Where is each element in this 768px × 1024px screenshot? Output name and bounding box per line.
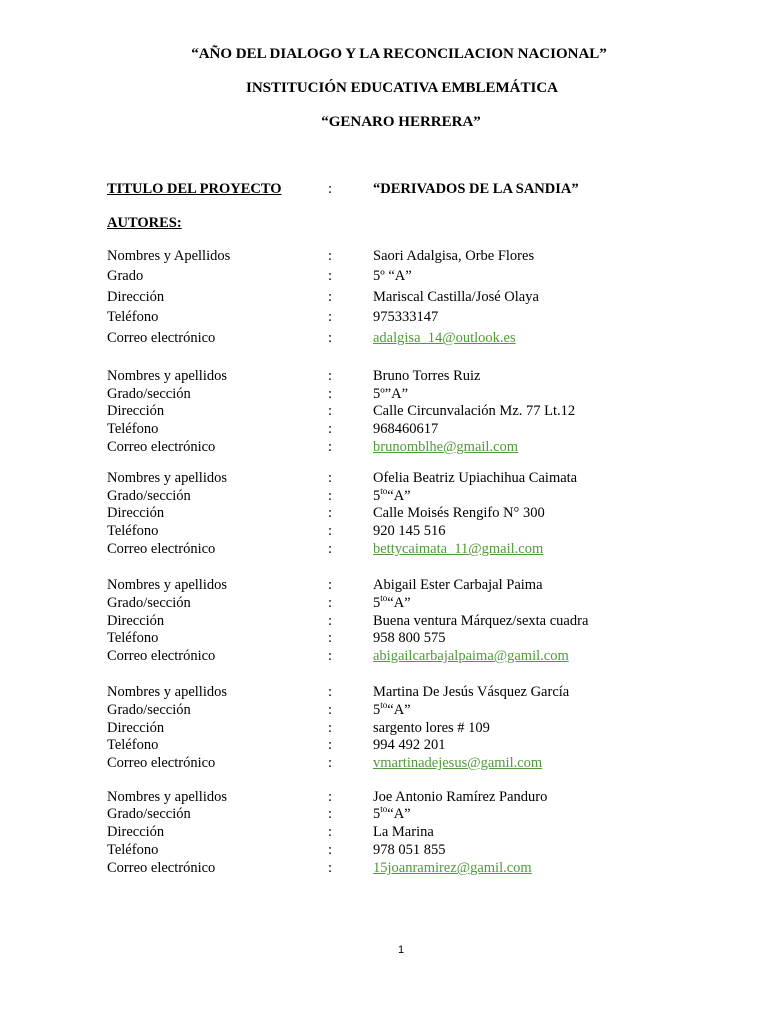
colon: : xyxy=(328,824,333,840)
field-label: Dirección xyxy=(107,720,165,736)
grade-number: 5 xyxy=(373,595,381,611)
field-label: Nombres y apellidos xyxy=(107,577,228,593)
colon: : xyxy=(328,181,333,197)
colon: : xyxy=(328,248,333,264)
field-label: Dirección xyxy=(107,403,165,419)
colon: : xyxy=(328,702,333,718)
header-line-2: INSTITUCIÓN EDUCATIVA EMBLEMÁTICA xyxy=(245,80,558,96)
author-name: Martina De Jesús Vásquez García xyxy=(373,684,570,700)
field-label: Correo electrónico xyxy=(107,755,216,771)
colon: : xyxy=(328,860,333,876)
colon: : xyxy=(328,268,333,284)
colon: : xyxy=(328,505,333,521)
colon: : xyxy=(328,755,333,771)
colon: : xyxy=(328,439,333,455)
colon: : xyxy=(328,737,333,753)
colon: : xyxy=(328,523,333,539)
author-name: Ofelia Beatriz Upiachihua Caimata xyxy=(373,470,578,486)
grade-ordinal: to xyxy=(380,700,388,711)
author-grade: 5º “A” xyxy=(373,268,412,284)
colon: : xyxy=(328,368,333,384)
grade-section: “A” xyxy=(387,806,411,822)
grade-ordinal: to xyxy=(380,486,388,497)
colon: : xyxy=(328,470,333,486)
field-label: Grado xyxy=(107,268,144,284)
colon: : xyxy=(328,842,333,858)
colon: : xyxy=(328,386,333,402)
author-name: Saori Adalgisa, Orbe Flores xyxy=(373,248,535,264)
author-grade xyxy=(373,701,411,719)
author-email-link[interactable]: 15joanramirez@gamil.com xyxy=(373,860,532,876)
project-title-value: “DERIVADOS DE LA SANDIA” xyxy=(373,181,579,197)
field-label: Nombres y Apellidos xyxy=(107,248,231,264)
field-label: Nombres y apellidos xyxy=(107,470,228,486)
authors-heading: AUTORES: xyxy=(107,215,182,231)
colon: : xyxy=(328,309,333,325)
author-address: sargento lores # 109 xyxy=(373,720,490,736)
colon: : xyxy=(328,330,333,346)
field-label: Grado/sección xyxy=(107,595,191,611)
author-address: La Marina xyxy=(373,824,434,840)
grade-ordinal: to xyxy=(380,804,388,815)
grade-section: “A” xyxy=(387,488,411,504)
grade-ordinal: to xyxy=(380,593,388,604)
field-label: Dirección xyxy=(107,289,165,305)
colon: : xyxy=(328,421,333,437)
field-label: Nombres y apellidos xyxy=(107,368,228,384)
colon: : xyxy=(328,595,333,611)
field-label: Teléfono xyxy=(107,523,159,539)
author-phone: 920 145 516 xyxy=(373,523,446,539)
author-name: Bruno Torres Ruiz xyxy=(373,368,481,384)
author-phone: 958 800 575 xyxy=(373,630,446,646)
author-grade xyxy=(373,487,411,505)
field-label: Nombres y apellidos xyxy=(107,684,228,700)
colon: : xyxy=(328,488,333,504)
author-grade xyxy=(373,594,411,612)
author-email-link[interactable]: bettycaimata_11@gmail.com xyxy=(373,541,544,557)
author-grade xyxy=(373,805,411,823)
field-label: Correo electrónico xyxy=(107,330,216,346)
author-email-link[interactable]: abigailcarbajalpaima@gamil.com xyxy=(373,648,569,664)
field-label: Dirección xyxy=(107,613,165,629)
field-label: Teléfono xyxy=(107,309,159,325)
author-address: Mariscal Castilla/José Olaya xyxy=(373,289,539,305)
field-label: Correo electrónico xyxy=(107,541,216,557)
field-label: Grado/sección xyxy=(107,702,191,718)
colon: : xyxy=(328,289,333,305)
colon: : xyxy=(328,403,333,419)
field-label: Dirección xyxy=(107,824,165,840)
colon: : xyxy=(328,613,333,629)
grade-number: 5 xyxy=(373,488,381,504)
colon: : xyxy=(328,577,333,593)
colon: : xyxy=(328,720,333,736)
author-email-link[interactable]: vmartinadejesus@gamil.com xyxy=(373,755,543,771)
field-label: Teléfono xyxy=(107,630,159,646)
author-phone: 978 051 855 xyxy=(373,842,446,858)
author-email-link[interactable]: brunomblhe@gmail.com xyxy=(373,439,519,455)
header-line-3: “GENARO HERRERA” xyxy=(321,114,481,130)
author-email-link[interactable]: adalgisa_14@outlook.es xyxy=(373,330,516,346)
colon: : xyxy=(328,630,333,646)
field-label: Nombres y apellidos xyxy=(107,789,228,805)
colon: : xyxy=(328,789,333,805)
author-phone: 994 492 201 xyxy=(373,737,446,753)
colon: : xyxy=(328,806,333,822)
field-label: Correo electrónico xyxy=(107,860,216,876)
field-label: Correo electrónico xyxy=(107,439,216,455)
author-phone: 975333147 xyxy=(373,309,439,325)
field-label: Correo electrónico xyxy=(107,648,216,664)
grade-section: “A” xyxy=(387,702,411,718)
grade-number: 5 xyxy=(373,806,381,822)
field-label: Grado/sección xyxy=(107,488,191,504)
author-grade: 5º”A” xyxy=(373,386,409,402)
project-title-label: TITULO DEL PROYECTO xyxy=(107,181,282,197)
field-label: Dirección xyxy=(107,505,165,521)
author-address: Calle Circunvalación Mz. 77 Lt.12 xyxy=(373,403,576,419)
author-phone: 968460617 xyxy=(373,421,439,437)
colon: : xyxy=(328,684,333,700)
author-address: Calle Moisés Rengifo N° 300 xyxy=(373,505,545,521)
field-label: Teléfono xyxy=(107,842,159,858)
author-address: Buena ventura Márquez/sexta cuadra xyxy=(373,613,589,629)
field-label: Grado/sección xyxy=(107,386,191,402)
author-name: Joe Antonio Ramírez Panduro xyxy=(373,789,548,805)
field-label: Grado/sección xyxy=(107,806,191,822)
grade-section: “A” xyxy=(387,595,411,611)
author-name: Abigail Ester Carbajal Paima xyxy=(373,577,543,593)
colon: : xyxy=(328,541,333,557)
field-label: Teléfono xyxy=(107,421,159,437)
header-line-1: “AÑO DEL DIALOGO Y LA RECONCILACION NACIONAL” xyxy=(191,46,607,62)
colon: : xyxy=(328,648,333,664)
grade-number: 5 xyxy=(373,702,381,718)
page-number: 1 xyxy=(397,944,405,956)
field-label: Teléfono xyxy=(107,737,159,753)
